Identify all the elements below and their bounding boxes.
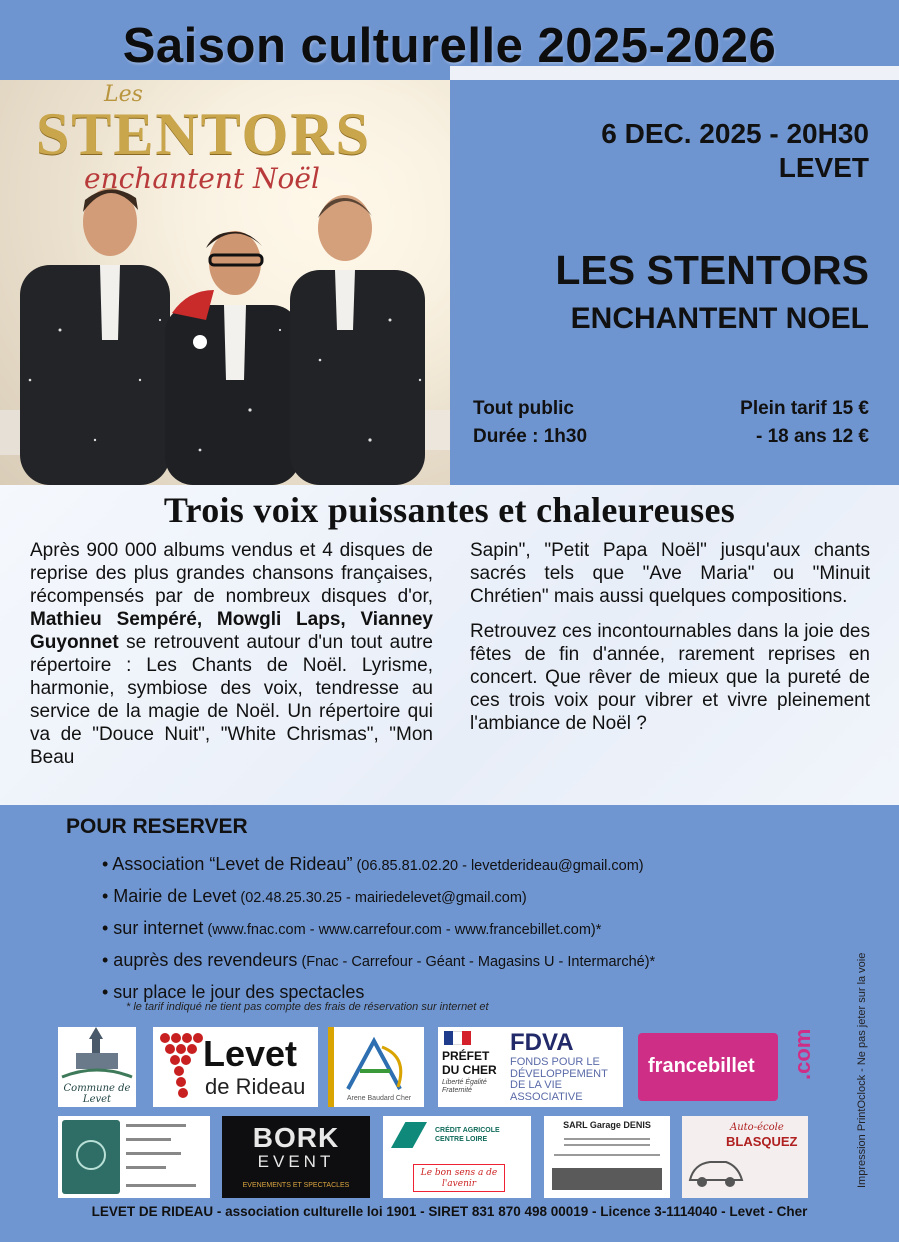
prefet-text-2: DU CHER xyxy=(442,1063,497,1077)
church-icon xyxy=(58,1027,136,1083)
reservation-item-main: • auprès des revendeurs xyxy=(102,950,298,970)
poster-photo xyxy=(0,80,450,485)
reservation-footnote: * le tarif indiqué ne tient pas compte des frais de réservation sur internet et xyxy=(126,1001,489,1013)
auto-ecole-logo xyxy=(682,1116,808,1198)
commune-logo-text: Commune de Levet xyxy=(63,1083,131,1105)
garage-denis-logo xyxy=(544,1116,670,1198)
article-left-text-2: se retrouvent autour d'un tout autre répertoire : Les Chants de Noël. Lyrisme, harmonie, symbiose des voix, tendresse au service de la magie de Noël. Un répertoire qui va de "Douce Nuit", "White Chrismas", "Mon Beau xyxy=(30,632,433,768)
event-place: LEVET xyxy=(778,152,869,183)
grapes-icon xyxy=(159,1032,205,1102)
article-column-right xyxy=(470,539,870,747)
blasquez-word: BLASQUEZ xyxy=(726,1134,798,1149)
ca-mark-icon xyxy=(391,1122,427,1148)
poster-stentors-text: STENTORS xyxy=(36,101,372,167)
garage-info-lines xyxy=(544,1134,670,1194)
auto-ecole-word: Auto-école xyxy=(730,1122,784,1133)
reservation-item-main: • Association “Levet de Rideau” xyxy=(102,854,353,874)
levet-de-rideau-logo xyxy=(153,1027,318,1107)
reservation-item-detail: (02.48.25.30.25 - mairiedelevet@gmail.com) xyxy=(236,890,527,906)
rideau-logo-word: de Rideau xyxy=(205,1074,306,1099)
credit-agricole-logo xyxy=(383,1116,531,1198)
prefet-motto: Liberté Égalité Fraternité xyxy=(442,1079,487,1094)
reservation-section xyxy=(0,805,899,1027)
show-subtitle: ENCHANTENT NOEL xyxy=(570,302,869,335)
flag-white xyxy=(453,1031,462,1045)
price-full: Plein tarif 15 € xyxy=(740,398,869,419)
price-young: - 18 ans 12 € xyxy=(755,426,869,447)
cabinet-emblem xyxy=(62,1120,120,1194)
commune-levet-logo xyxy=(58,1027,136,1107)
printer-note: Impression PrintOclock - Ne pas jeter sur la voie xyxy=(856,952,868,1188)
event-date: 6 DEC. 2025 - 20H30 xyxy=(601,118,869,149)
bork-subtitle: EVENEMENTS ET SPECTACLES xyxy=(242,1182,350,1189)
garage-name: SARL Garage DENIS xyxy=(563,1120,651,1130)
flag-blue xyxy=(444,1031,453,1045)
article-left-text-1: Après 900 000 albums vendus et 4 disques de reprise des plus grandes chansons françaises, récompensés par de nombreux disques d'or, xyxy=(30,540,433,607)
poster-enchantent-text: enchantent Noël xyxy=(84,162,320,195)
event-word: EVENT xyxy=(257,1152,335,1171)
fdva-title: FDVA xyxy=(510,1029,574,1056)
article-headline: Trois voix puissantes et chaleureuses xyxy=(163,490,736,530)
season-title: Saison culturelle 2025-2026 xyxy=(122,19,777,73)
cabinet-logo xyxy=(58,1116,210,1198)
ca-name: CRÉDIT AGRICOLE CENTRE LOIRE xyxy=(435,1127,500,1143)
cabinet-contact-lines xyxy=(126,1120,206,1194)
ca-slogan: Le bon sens a de l'avenir xyxy=(413,1164,505,1192)
list-item xyxy=(102,945,655,977)
audience-label: Tout public xyxy=(473,398,574,419)
event-info-panel xyxy=(450,80,899,485)
reservation-title: POUR RESERVER xyxy=(66,815,248,838)
reservation-item-detail: (06.85.81.02.20 - levetderideau@gmail.com) xyxy=(352,858,644,874)
bork-word: BORK xyxy=(252,1122,340,1153)
list-item xyxy=(102,849,655,881)
reservation-item-detail: (Fnac - Carrefour - Géant - Magasins U - Intermarché)* xyxy=(297,954,656,970)
reservation-list xyxy=(102,849,655,1009)
francebillet-dotcom: .com xyxy=(790,1028,815,1080)
prefet-fdva-logo xyxy=(438,1027,623,1107)
levet-logo-word: Levet xyxy=(203,1033,298,1074)
fdva-subtitle: FONDS POUR LE DÉVELOPPEMENT DE LA VIE ASSOCIATIVE xyxy=(510,1056,608,1103)
reservation-item-main: • sur internet xyxy=(102,918,204,938)
francebillet-word: francebillet xyxy=(648,1055,755,1077)
duration-label: Durée : 1h30 xyxy=(473,426,588,447)
list-item xyxy=(102,913,655,945)
show-title: LES STENTORS xyxy=(555,247,869,293)
cabinet-circle-icon xyxy=(76,1140,106,1170)
article-right-paragraph-1: Sapin", "Petit Papa Noël" jusqu'aux chants sacrés tels que "Ave Maria" ou "Minuit Chrétien" mais aussi quelques compositions. xyxy=(470,540,870,607)
bork-event-logo xyxy=(222,1116,370,1198)
article-column-left xyxy=(30,539,433,781)
poster-les-text: Les xyxy=(104,82,143,107)
legal-footer: LEVET DE RIDEAU - association culturelle loi 1901 - SIRET 831 870 498 00019 - Licence 3-1114040 - Levet - Cher xyxy=(91,1204,808,1219)
artist-names: Mathieu Sempéré, Mowgli Laps, Vianney Guyonnet xyxy=(30,609,433,653)
reservation-item-main: • Mairie de Levet xyxy=(102,886,237,906)
arene-logo xyxy=(328,1027,424,1107)
arene-logo-text: Arene Baudard Cher xyxy=(346,1095,412,1102)
list-item xyxy=(102,881,655,913)
reservation-item-main: • sur place le jour des spectacles xyxy=(102,982,365,1002)
francebillet-logo xyxy=(638,1033,778,1101)
reservation-item-detail: (www.fnac.com - www.carrefour.com - www.francebillet.com)* xyxy=(203,922,602,938)
flag-red xyxy=(462,1031,471,1045)
prefet-text-1: PRÉFET xyxy=(442,1049,490,1063)
article-section xyxy=(0,485,899,805)
car-icon xyxy=(686,1152,746,1192)
article-right-paragraph-2: Retrouvez ces incontournables dans la joie des fêtes de fin d'année, rarement reprises en concert. Que rêver de mieux que la pureté de ces trois voix pour vibrer et vivre pleinement l'ambiance de Noël ? xyxy=(470,621,870,734)
